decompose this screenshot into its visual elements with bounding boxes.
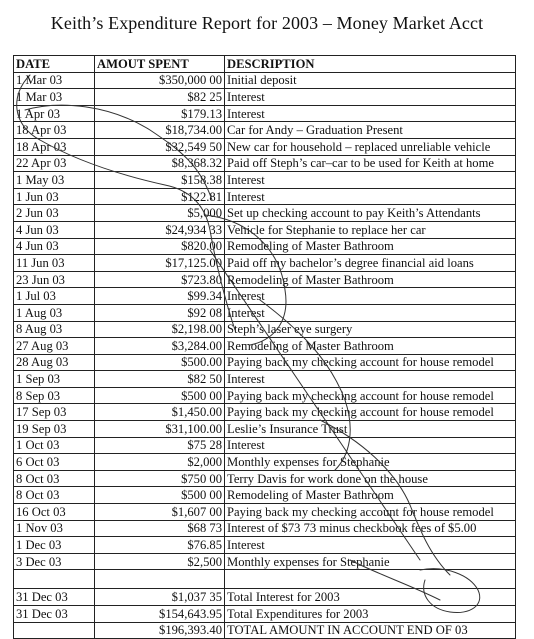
amount-cell: $122.81 — [95, 188, 225, 205]
blank-cell — [95, 570, 225, 589]
amount-cell: $500 00 — [95, 387, 225, 404]
date-cell: 2 Jun 03 — [14, 205, 95, 222]
amount-cell: $76.85 — [95, 537, 225, 554]
description-cell: Monthly expenses for Stephanie — [225, 454, 516, 471]
description-cell: Interest — [225, 188, 516, 205]
table-row — [14, 138, 516, 155]
amount-cell: $3,284.00 — [95, 338, 225, 355]
description-cell: Interest — [225, 437, 516, 454]
table-row — [14, 537, 516, 554]
date-cell: 1 Apr 03 — [14, 105, 95, 122]
date-cell: 18 Apr 03 — [14, 138, 95, 155]
amount-cell: $1,450.00 — [95, 404, 225, 421]
description-cell: Set up checking account to pay Keith’s Attendants — [225, 205, 516, 222]
amount-cell: $2,000 — [95, 454, 225, 471]
date-cell: 8 Oct 03 — [14, 470, 95, 487]
total-row — [14, 606, 516, 623]
amount-cell: $2,500 — [95, 553, 225, 570]
table-row — [14, 288, 516, 305]
amount-cell: $18,734.00 — [95, 122, 225, 139]
table-row — [14, 520, 516, 537]
amount-cell: $820.00 — [95, 238, 225, 255]
amount-cell: $500 00 — [95, 487, 225, 504]
amount-cell: $500.00 — [95, 354, 225, 371]
date-cell: 8 Oct 03 — [14, 487, 95, 504]
table-row — [14, 404, 516, 421]
description-cell: TOTAL AMOUNT IN ACCOUNT END OF 03 — [225, 622, 516, 639]
date-cell: 1 Aug 03 — [14, 304, 95, 321]
description-cell: Steph’s laser eye surgery — [225, 321, 516, 338]
date-cell: 1 Jun 03 — [14, 188, 95, 205]
date-cell: 8 Sep 03 — [14, 387, 95, 404]
amount-cell: $24,934 33 — [95, 221, 225, 238]
description-cell: Total Expenditures for 2003 — [225, 606, 516, 623]
table-row — [14, 321, 516, 338]
date-cell: 27 Aug 03 — [14, 338, 95, 355]
table-row — [14, 105, 516, 122]
date-cell: 1 Nov 03 — [14, 520, 95, 537]
description-cell: Paying back my checking account for house remodel — [225, 387, 516, 404]
description-column-header: DESCRIPTION — [225, 56, 516, 73]
table-row — [14, 304, 516, 321]
amount-cell: $158.38 — [95, 172, 225, 189]
date-cell: 1 Dec 03 — [14, 537, 95, 554]
table-row — [14, 470, 516, 487]
report-title: Keith’s Expenditure Report for 2003 – Money Market Acct — [50, 13, 484, 33]
table-row — [14, 487, 516, 504]
amount-cell: $17,125.00 — [95, 255, 225, 272]
description-cell: Interest of $73 73 minus checkbook fees of $5.00 — [225, 520, 516, 537]
amount-cell: $179.13 — [95, 105, 225, 122]
description-cell: Interest — [225, 537, 516, 554]
table-row — [14, 89, 516, 106]
table-row — [14, 371, 516, 388]
date-cell: 3 Dec 03 — [14, 553, 95, 570]
date-cell: 4 Jun 03 — [14, 238, 95, 255]
amount-cell: $99.34 — [95, 288, 225, 305]
amount-cell: $1,037 35 — [95, 589, 225, 606]
table-row — [14, 437, 516, 454]
expenditure-table — [13, 55, 516, 639]
blank-cell — [14, 570, 95, 589]
description-cell: Leslie’s Insurance Trust — [225, 421, 516, 438]
table-body — [14, 72, 516, 639]
description-cell: New car for household – replaced unreliable vehicle — [225, 138, 516, 155]
date-cell: 22 Apr 03 — [14, 155, 95, 172]
description-cell: Remodeling of Master Bathroom — [225, 338, 516, 355]
table-row — [14, 338, 516, 355]
description-cell: Paid off Steph’s car–car to be used for Keith at home — [225, 155, 516, 172]
description-cell: Interest — [225, 172, 516, 189]
amount-cell: $75 28 — [95, 437, 225, 454]
description-cell: Paying back my checking account for house remodel — [225, 404, 516, 421]
description-cell: Total Interest for 2003 — [225, 589, 516, 606]
date-cell: 31 Dec 03 — [14, 589, 95, 606]
date-cell: 28 Aug 03 — [14, 354, 95, 371]
table-row — [14, 454, 516, 471]
description-cell: Terry Davis for work done on the house — [225, 470, 516, 487]
blank-separator-row — [14, 570, 516, 589]
table-row — [14, 271, 516, 288]
date-cell: 4 Jun 03 — [14, 221, 95, 238]
amount-column-header: AMOUT SPENT — [95, 56, 225, 73]
amount-cell: $154,643.95 — [95, 606, 225, 623]
table-row — [14, 354, 516, 371]
description-cell: Paying back my checking account for house remodel — [225, 354, 516, 371]
date-cell: 23 Jun 03 — [14, 271, 95, 288]
description-cell: Remodeling of Master Bathroom — [225, 487, 516, 504]
table-row — [14, 122, 516, 139]
date-cell: 1 Sep 03 — [14, 371, 95, 388]
amount-cell: $8,368.32 — [95, 155, 225, 172]
table-row — [14, 205, 516, 222]
table-row — [14, 255, 516, 272]
description-cell: Car for Andy – Graduation Present — [225, 122, 516, 139]
amount-cell: $82 25 — [95, 89, 225, 106]
date-cell: 1 Mar 03 — [14, 89, 95, 106]
table-row — [14, 421, 516, 438]
table-header-row — [14, 56, 516, 73]
table-row — [14, 387, 516, 404]
date-cell: 31 Dec 03 — [14, 606, 95, 623]
date-cell: 16 Oct 03 — [14, 504, 95, 521]
date-cell: 6 Oct 03 — [14, 454, 95, 471]
amount-cell: $196,393.40 — [95, 622, 225, 639]
table-row — [14, 221, 516, 238]
table-row — [14, 238, 516, 255]
table-row — [14, 172, 516, 189]
description-cell: Interest — [225, 304, 516, 321]
amount-cell: $723.80 — [95, 271, 225, 288]
table-row — [14, 72, 516, 89]
table-row — [14, 155, 516, 172]
date-cell: 1 Jul 03 — [14, 288, 95, 305]
amount-cell: $92 08 — [95, 304, 225, 321]
amount-cell: $82 50 — [95, 371, 225, 388]
description-cell: Initial deposit — [225, 72, 516, 89]
amount-cell: $32,549 50 — [95, 138, 225, 155]
description-cell: Remodeling of Master Bathroom — [225, 271, 516, 288]
total-row — [14, 589, 516, 606]
date-cell: 19 Sep 03 — [14, 421, 95, 438]
description-cell: Paying back my checking account for house remodel — [225, 504, 516, 521]
date-column-header: DATE — [14, 56, 95, 73]
date-cell: 18 Apr 03 — [14, 122, 95, 139]
description-cell: Interest — [225, 288, 516, 305]
amount-cell: $2,198.00 — [95, 321, 225, 338]
description-cell: Interest — [225, 371, 516, 388]
amount-cell: $1,607 00 — [95, 504, 225, 521]
table-row — [14, 504, 516, 521]
amount-cell: $350,000 00 — [95, 72, 225, 89]
description-cell: Vehicle for Stephanie to replace her car — [225, 221, 516, 238]
description-cell: Interest — [225, 105, 516, 122]
amount-cell: $5,000 — [95, 205, 225, 222]
amount-cell: $68 73 — [95, 520, 225, 537]
date-cell: 11 Jun 03 — [14, 255, 95, 272]
table-row — [14, 553, 516, 570]
date-cell: 8 Aug 03 — [14, 321, 95, 338]
table-row — [14, 188, 516, 205]
description-cell: Interest — [225, 89, 516, 106]
description-cell: Paid off my bachelor’s degree financial aid loans — [225, 255, 516, 272]
amount-cell: $750 00 — [95, 470, 225, 487]
blank-cell — [225, 570, 516, 589]
description-cell: Remodeling of Master Bathroom — [225, 238, 516, 255]
date-cell: 1 May 03 — [14, 172, 95, 189]
date-cell: 17 Sep 03 — [14, 404, 95, 421]
date-cell: 1 Mar 03 — [14, 72, 95, 89]
description-cell: Monthly expenses for Stephanie — [225, 553, 516, 570]
date-cell: 1 Oct 03 — [14, 437, 95, 454]
amount-cell: $31,100.00 — [95, 421, 225, 438]
